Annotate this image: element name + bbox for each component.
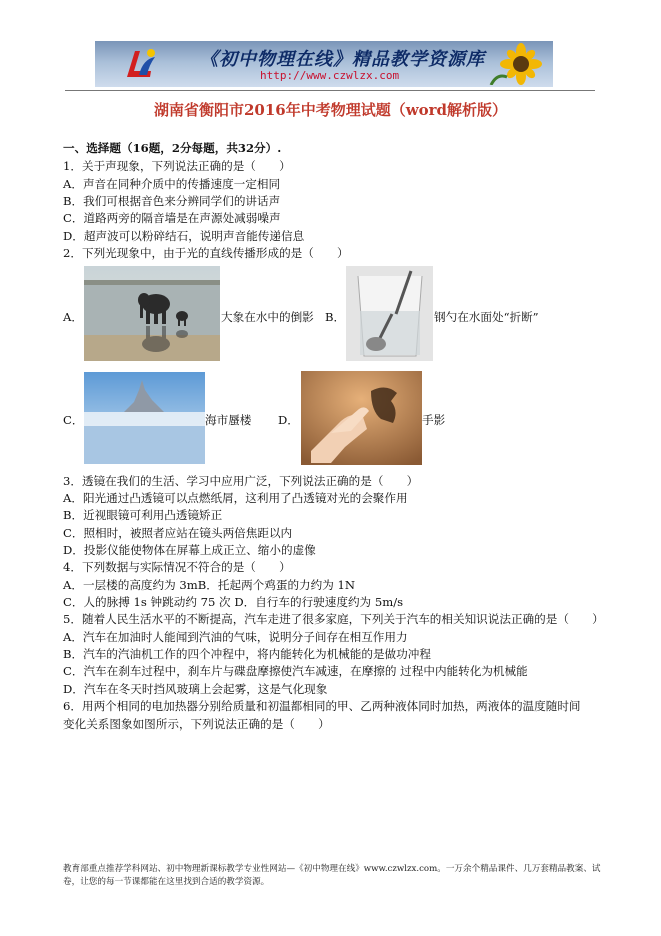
banner-title: 《初中物理在线》精品教学资源库 [200,49,485,70]
page-footer: 教育部重点推荐学科网站、初中物理新课标教学专业性网站—《初中物理在线》www.czwlzx.com。一万余个精品课件、几万套精品教案、试卷，让您的每一节课都能在这里找到合适的教学资源。 [63,864,601,887]
question-6-line-1: 6．用两个相同的电加热器分别给质量和初温都相同的甲、乙两种液体同时加热，两液体的温度随时间 [63,699,581,713]
q1-option-d: D．超声波可以粉碎结石，说明声音能传递信息 [63,229,305,243]
q2-option-d-caption: 手影 [422,413,446,427]
header-banner [95,41,553,87]
hand-shadow-image [301,371,422,465]
q3-option-b: B．近视眼镜可利用凸透镜矫正 [63,508,223,522]
spoon-in-water-image [346,266,433,361]
section-heading: 一、选择题（16题，2分每题，共32分）. [63,141,282,155]
q5-option-d: D．汽车在冬天时挡风玻璃上会起雾，这是气化现象 [63,682,328,696]
q2-option-b-caption: 钢勺在水面处“折断” [434,310,539,324]
site-logo-icon [121,45,159,83]
document-title: 湖南省衡阳市2016年中考物理试题（word解析版） [153,101,508,119]
question-3: 3．透镜在我们的生活、学习中应用广泛，下列说法正确的是（ ） [63,474,419,488]
q3-option-a: A．阳光通过凸透镜可以点燃纸屑，这利用了凸透镜对光的会聚作用 [63,491,408,505]
q5-option-c: C．汽车在刹车过程中，刹车片与碟盘摩擦使汽车减速，在摩擦的 过程中内能转化为机械能 [63,664,528,678]
elephant-reflection-image [84,266,220,361]
q2-option-a-caption: 大象在水中的倒影 [221,310,314,324]
q5-option-a: A．汽车在加油时人能闻到汽油的气味，说明分子间存在相互作用力 [63,630,408,644]
header-divider [65,90,595,91]
q5-option-b: B．汽车的汽油机工作的四个冲程中，将内能转化为机械能的是做功冲程 [63,647,431,661]
q2-option-a-letter: A． [63,310,83,324]
question-1: 1．关于声现象，下列说法正确的是（ ） [63,159,291,173]
sunflower-icon [487,43,547,85]
q2-option-b-letter: B． [325,310,346,324]
q3-option-c: C．照相时，被照者应站在镜头两倍焦距以内 [63,526,293,540]
banner-url: http://www.czwlzx.com [260,69,400,82]
question-5: 5．随着人民生活水平的不断提高，汽车走进了很多家庭，下列关于汽车的相关知识说法正确的是（ ） [63,612,604,626]
question-6-line-2: 变化关系图象如图所示，下列说法正确的是（ ） [63,717,330,731]
question-2: 2．下列光现象中，由于光的直线传播形成的是（ ） [63,246,349,260]
q1-option-b: B．我们可根据音色来分辨同学们的讲话声 [63,194,281,208]
mirage-image [84,372,205,464]
q4-options-cd: C．人的脉搏 1s 钟跳动约 75 次 D．自行车的行驶速度约为 5m/s [63,595,404,609]
question-4: 4．下列数据与实际情况不符合的是（ ） [63,560,291,574]
q1-option-a: A．声音在同种介质中的传播速度一定相同 [63,177,281,191]
q2-option-c-letter: C． [63,413,84,427]
q2-option-c-caption: 海市蜃楼 [205,413,252,427]
q4-options-ab: A．一层楼的高度约为 3mB．托起两个鸡蛋的力约为 1N [63,578,356,592]
q1-option-c: C．道路两旁的隔音墙是在声源处减弱噪声 [63,211,281,225]
q2-option-d-letter: D． [278,413,299,427]
q3-option-d: D．投影仪能使物体在屏幕上成正立、缩小的虚像 [63,543,316,557]
